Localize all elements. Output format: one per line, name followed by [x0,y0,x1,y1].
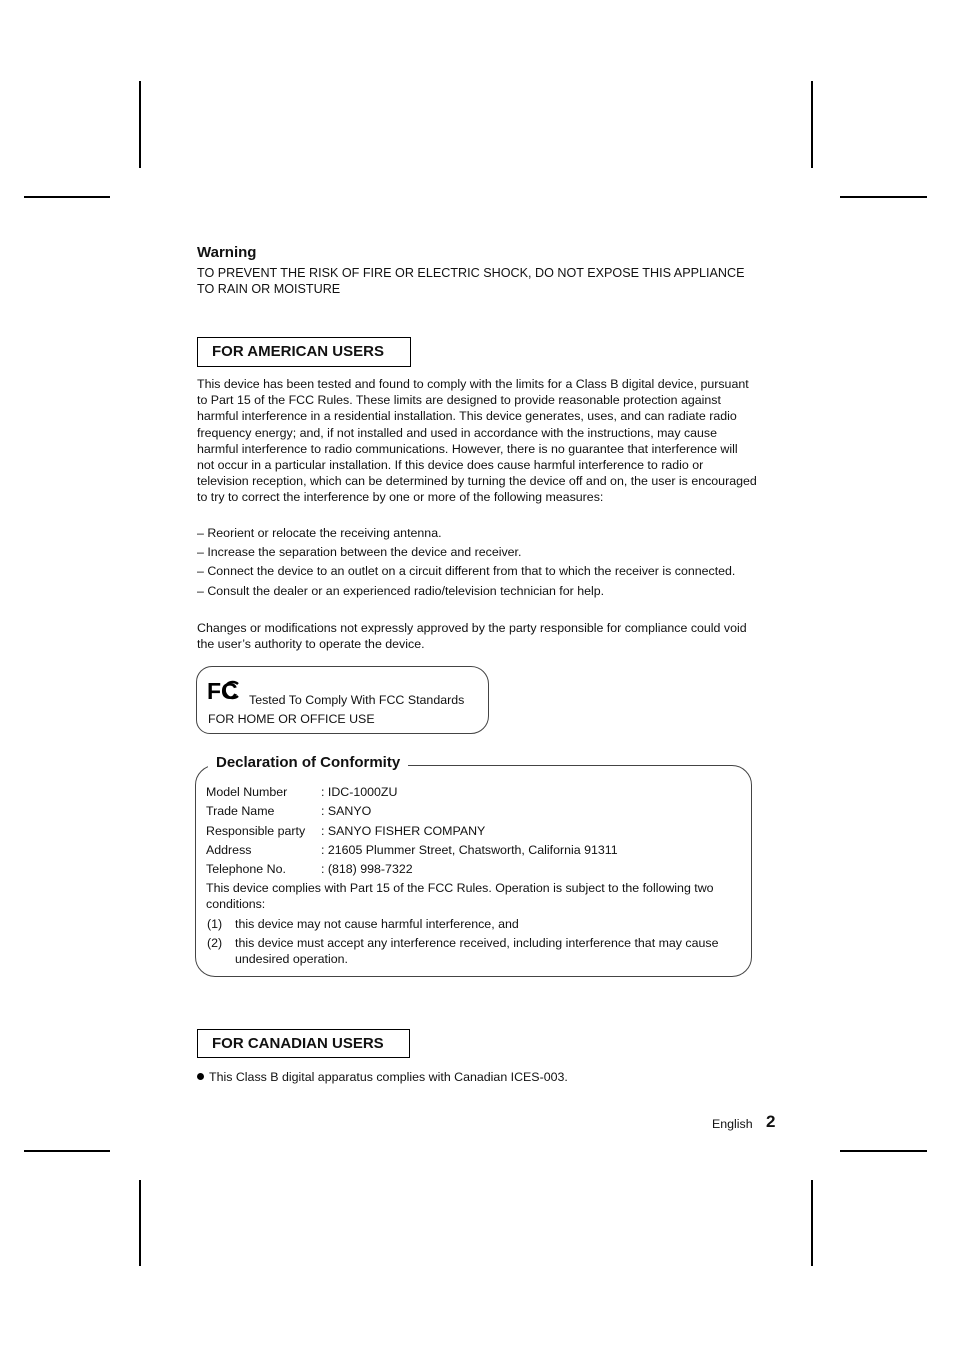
canadian-users-heading [197,1029,410,1058]
declaration-label: Address [206,843,252,857]
declaration-value: : SANYO FISHER COMPANY [321,824,486,838]
declaration-value: : IDC-1000ZU [321,785,398,799]
measure-item: – Connect the device to an outlet on a circuit different from that to which the receiver is connected. [197,564,736,578]
american-users-heading-label: FOR AMERICAN USERS [212,343,384,360]
declaration-label: Model Number [206,785,288,799]
fcc-logo-text: FC [207,679,238,703]
warning-title: Warning [197,244,257,261]
declaration-compliance: This device complies with Part 15 of the FCC Rules. Operation is subject to the following two conditions: [206,881,714,912]
crop-mark [811,1180,813,1266]
bullet-icon [197,1073,204,1080]
fcc-tested-text: Tested To Comply With FCC Standards [249,693,465,707]
crop-mark [840,1150,927,1152]
crop-mark [139,1180,141,1266]
condition-text: this device must accept any interference received, including interference that may cause undesired operation. [235,936,719,966]
condition-number: (1) [207,917,223,931]
measure-item: – Increase the separation between the device and receiver. [197,545,522,559]
declaration-value: : (818) 998-7322 [321,862,413,876]
crop-mark [24,1150,110,1152]
fcc-logo-icon [207,679,243,703]
declaration-label: Responsible party [206,824,306,838]
measure-item: – Reorient or relocate the receiving antenna. [197,526,442,540]
crop-mark [139,81,141,168]
declaration-value: : 21605 Plummer Street, Chatsworth, California 91311 [321,843,618,857]
footer-language: English [712,1117,753,1131]
declaration-title: Declaration of Conformity [208,753,408,773]
crop-mark [811,81,813,168]
declaration-label: Telephone No. [206,862,286,876]
crop-mark [24,196,110,198]
declaration-label: Trade Name [206,804,275,818]
warning-body: TO PREVENT THE RISK OF FIRE OR ELECTRIC SHOCK, DO NOT EXPOSE THIS APPLIANCE TO RAIN OR MOISTURE [197,266,745,297]
changes-paragraph: Changes or modifications not expressly approved by the party responsible for compliance could void the user’s authority to operate the device. [197,621,747,652]
american-paragraph: This device has been tested and found to comply with the limits for a Class B digital device, pursuant to Part 15 of the FCC Rules. These limits are designed to provide reasonable protection against harmful interference in a residential installation. This device generates, uses, and can radiate radio frequency energy; and, if not installed and used in accordance with the instructions, may cause harmful interference to radio communications. However, there is no guarantee that interference will not occur in a particular installation. If this device does cause harmful interference to radio or television reception, which can be determined by turning the device off and on, the user is encouraged to try to correct the interference by one or more of the following measures: [197,377,757,505]
fcc-home-text: FOR HOME OR OFFICE USE [208,712,375,726]
crop-mark [840,196,927,198]
canadian-statement-text: This Class B digital apparatus complies with Canadian ICES-003. [209,1070,568,1084]
measure-item: – Consult the dealer or an experienced radio/television technician for help. [197,584,605,598]
condition-number: (2) [207,936,223,950]
condition-text: this device may not cause harmful interference, and [235,917,519,931]
american-users-heading [197,337,411,367]
declaration-value: : SANYO [321,804,372,818]
canadian-statement [197,1069,568,1085]
page-number: 2 [766,1112,776,1131]
canadian-users-heading-label: FOR CANADIAN USERS [212,1035,384,1052]
